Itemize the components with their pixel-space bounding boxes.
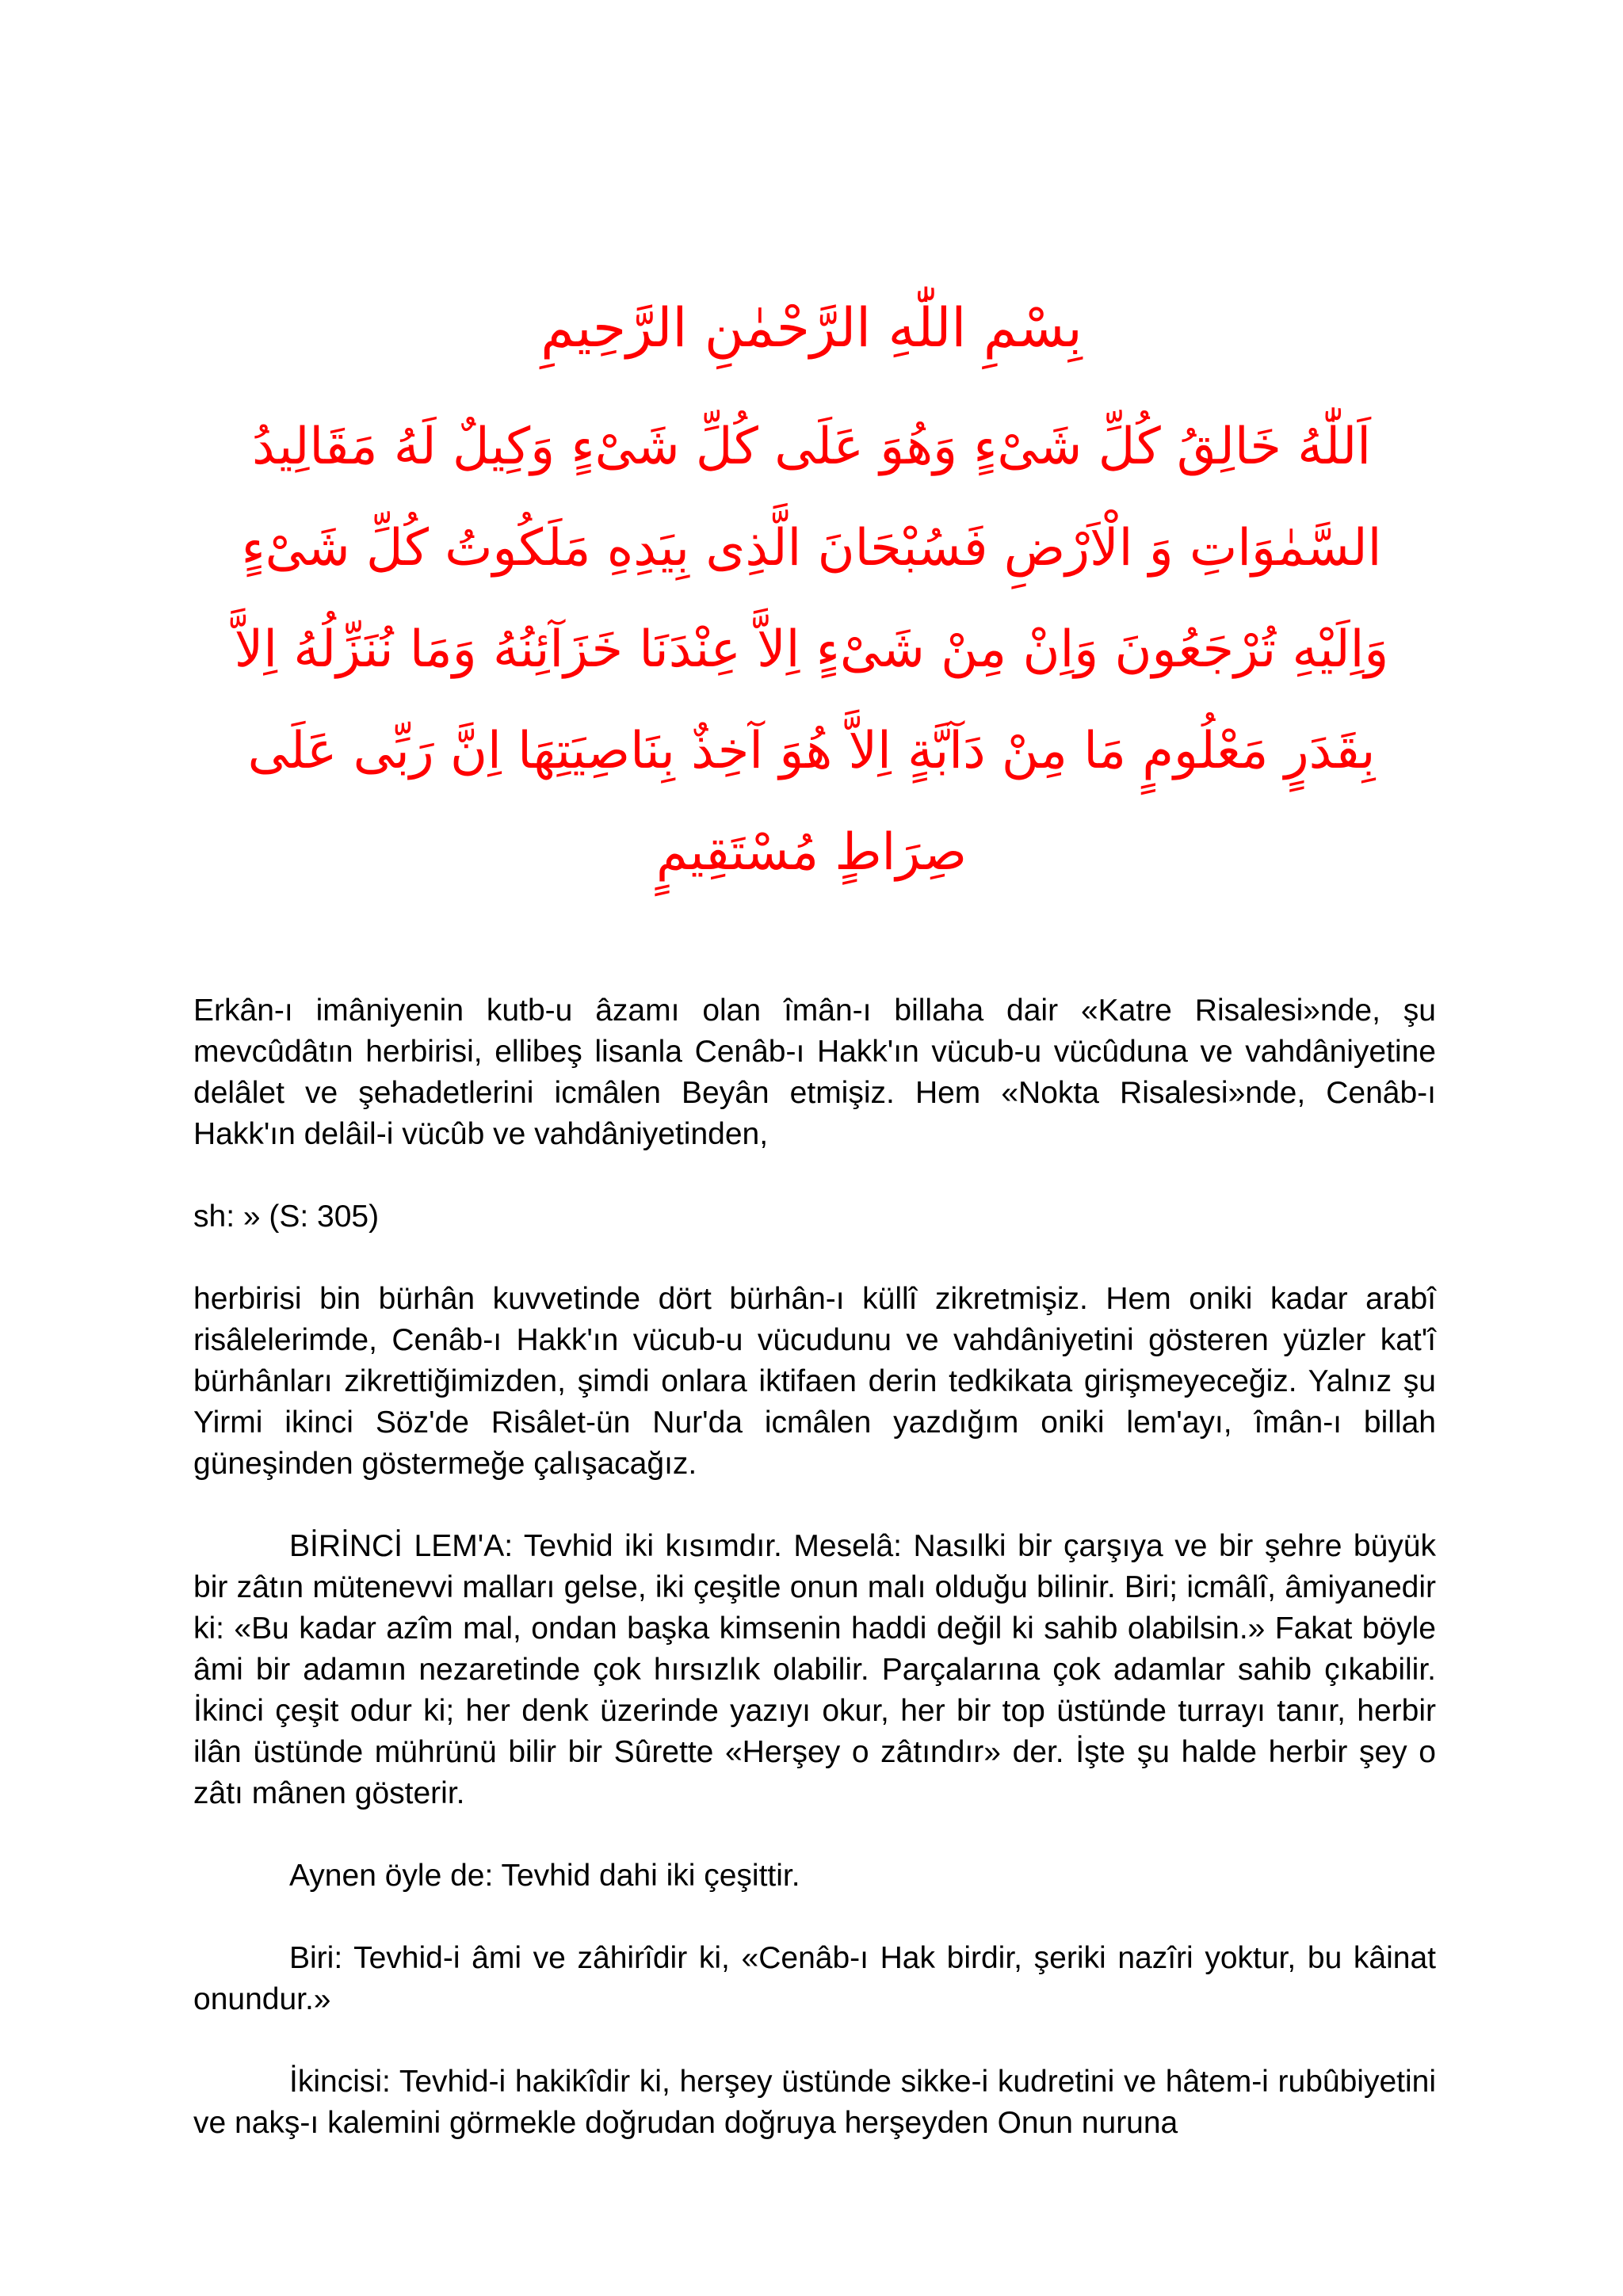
arabic-verse-line: بِقَدَرٍ مَعْلُومٍ مَا مِنْ دَآبَّةٍ اِلاَّ هُوَ آخِذٌ بِنَاصِيَتِهَا اِنَّ رَبِّى عَلَى [247,722,1376,780]
arabic-verses-block [193,285,1430,903]
paragraph-tevhid-ami: Biri: Tevhid-i âmi ve zâhirîdir ki, «Cenâb-ı Hak birdir, şeriki nazîri yoktur, bu kâinat onundur.» [193,1941,1436,2016]
basmala-heading: بِسْمِ اللّٰهِ الرَّحْمٰنِ الرَّحِيمِ [540,297,1083,360]
body-text [193,990,1436,2185]
arabic-verse-line: صِرَاطٍ مُسْتَقِيمٍ [656,823,967,882]
arabic-verse-line: وَاِلَيْهِ تُرْجَعُونَ وَاِنْ مِنْ شَىْءٍ اِلاَّ عِنْدَنَا خَزَآئِنُهُ وَمَا نُنَزِّلُهُ اِلاَّ [234,620,1389,679]
page-reference: sh: » (S: 305) [193,1199,380,1234]
paragraph-tevhid-hakiki: İkincisi: Tevhid-i hakikîdir ki, herşey üstünde sikke-i kudretini ve hâtem-i rubûbiyetini ve nakş-ı kalemini görmekle doğrudan doğruya herşeyden Onun nuruna [193,2065,1436,2140]
arabic-verses [193,396,1430,903]
arabic-verse-line: السَّمٰوَاتِ وَ الْاَرْضِ فَسُبْحَانَ الَّذِى بِيَدِهِ مَلَكُوتُ كُلِّ شَىْءٍ [241,519,1382,578]
paragraph-birinci-lema: BİRİNCİ LEM'A: Tevhid iki kısımdır. Meselâ: Nasılki bir çarşıya ve bir şehre büyük bir zâtın mütenevvi malları gelse, iki çeşitle onun malı olduğu bilinir. Biri; icmâlî, âmiyanedir ki: «Bu kadar azîm mal, ondan başka kimsenin haddi değil ki sahib olabilsin.» Fakat böyle âmi bir adamın nezaretinde çok hırsızlık olabilir. Parçalarına çok adamlar sahib çıkabilir. İkinci çeşit odur ki; her denk üzerinde yazıyı okur, her bir top üstünde turrayı tanır, herbir ilân üstünde mührünü bilir bir Sûrette «Herşey o zâtındır» der. İşte şu halde herbir şey o zâtı mânen gösterir. [193,1529,1436,1810]
arabic-verse-line: اَللّٰهُ خَالِقُ كُلِّ شَىْءٍ وَهُوَ عَلَى كُلِّ شَىْءٍ وَكِيلٌ لَهُ مَقَالِيدُ [251,418,1372,476]
paragraph-intro: Erkân-ı imâniyenin kutb-u âzamı olan îmân-ı billaha dair «Katre Risalesi»nde, şu mevcûdâtın herbirisi, ellibeş lisanla Cenâb-ı Hakk'ın vücub-u vücûduna ve vahdâniyetine delâlet ve şehadetlerini icmâlen Beyân etmişiz. Hem «Nokta Risalesi»nde, Cenâb-ı Hakk'ın delâil-i vücûb ve vahdâniyetinden, [193,994,1436,1151]
paragraph-continuation: herbirisi bin bürhân kuvvetinde dört bürhân-ı küllî zikretmişiz. Hem oniki kadar arabî risâlelerimde, Cenâb-ı Hakk'ın vücub-u vücudunu ve vahdâniyetini gösteren yüzler kat'î bürhânları zikrettiğimizden, şimdi onlara iktifaen derin tedkikata girişmeyeceğiz. Yalnız şu Yirmi ikinci Söz'de Risâlet-ün Nur'da icmâlen yazdığım oniki lem'ayı, îmân-ı billah güneşinden göstermeğe çalışacağız. [193,1282,1436,1481]
paragraph-tevhid-two-kinds: Aynen öyle de: Tevhid dahi iki çeşittir. [289,1859,800,1893]
